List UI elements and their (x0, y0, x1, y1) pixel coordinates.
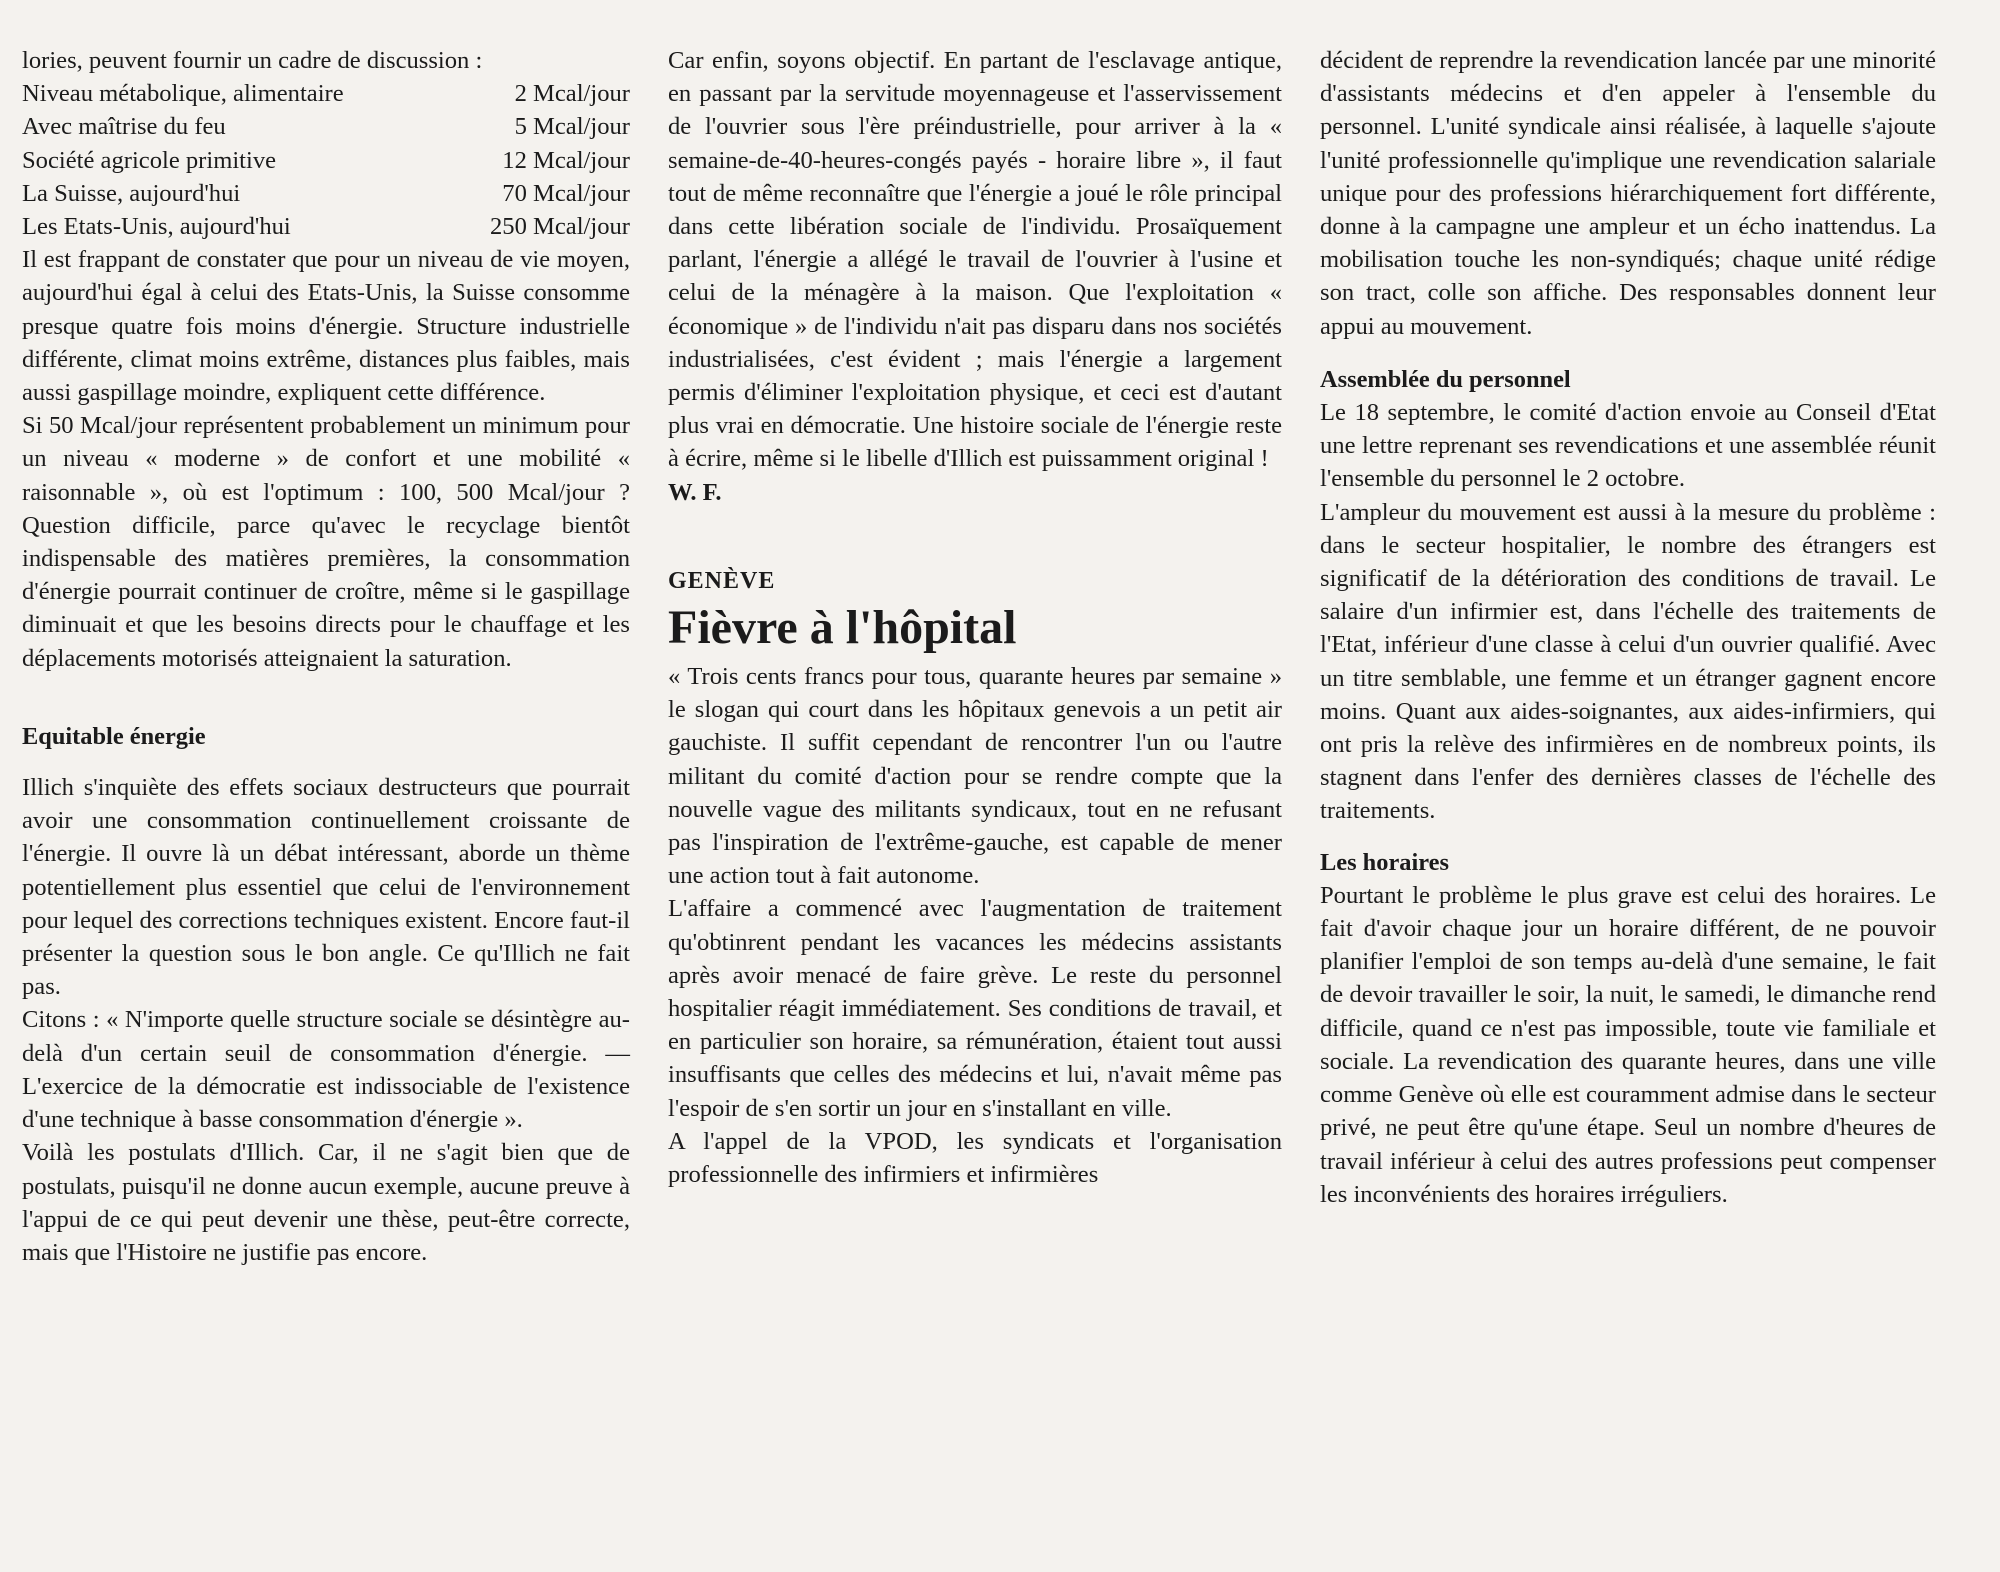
paragraph: « Trois cents francs pour tous, quarante heures par semaine » le slogan qui court dans les hôpitaux genevois a un petit air gauchiste. Il suffit cependant de rencontrer l'un ou l'autre militant du comité d'action pour se rendre compte que la nouvelle vague des militants syndicaux, tout en ne refusant pas l'inspiration de l'extrême-gauche, est capable de mener une action tout à fait autonome. (668, 663, 1282, 890)
subheading: Equitable énergie (22, 722, 206, 750)
intro-line: lories, peuvent fournir un cadre de discussion : (22, 47, 483, 74)
paragraph: Le 18 septembre, le comité d'action envoie au Conseil d'Etat une lettre reprenant ses revendications et une assemblée réunit l'ensemble du personnel le 2 octobre. (1320, 399, 1936, 493)
column-left (22, 44, 630, 1269)
energy-label: Niveau métabolique, alimentaire (22, 80, 344, 108)
energy-row (22, 77, 630, 110)
energy-label: Société agricole primitive (22, 146, 277, 174)
paragraph: Si 50 Mcal/jour représentent probablement un minimum pour un niveau « moderne » de confort et une mobilité « raisonnable », où est l'optimum : 100, 500 Mcal/jour ? Question difficile, parce qu'avec le recyclage bientôt indispensable des matières premières, la consommation d'énergie pourrait continuer de croître, même si le gaspillage diminuait et que les besoins directs pour le chauffage et les déplacements motorisés atteignaient la saturation. (22, 412, 630, 672)
paragraph: Car enfin, soyons objectif. En partant de l'esclavage antique, en passant par la servitude moyennageuse et l'asservissement de l'ouvrier sous l'ère préindustrielle, pour arriver à la « semaine-de-40-heures-congés payés - horaire libre », il faut tout de même reconnaître que l'énergie a joué le rôle principal dans cette libération sociale de l'individu. Prosaïquement parlant, l'énergie a allégé le travail de l'ouvrier à l'usine et celui de la ménagère à la maison. Que l'exploitation « économique » de l'individu n'ait pas disparu dans nos sociétés industrialisées, c'est évident ; mais l'énergie a largement permis d'éliminer l'exploitation physique, et ceci est d'autant plus vrai en démocratie. Une histoire sociale de l'énergie reste à écrire, même si le libelle d'Illich est puissamment original ! (668, 47, 1282, 473)
column-middle (668, 44, 1282, 1191)
energy-value: 2 Mcal/jour (514, 80, 630, 108)
paragraph: L'affaire a commencé avec l'augmentation de traitement qu'obtinrent pendant les vacances les médecins assistants après avoir menacé de faire grève. Le reste du personnel hospitalier réagit immédiatement. Ses conditions de travail, et en particulier son horaire, sa rémunération, étaient tout aussi insuffisants que celles des médecins et lui, n'avait même pas l'espoir de s'en sortir un jour en s'installant en ville. (668, 895, 1282, 1122)
paragraph: A l'appel de la VPOD, les syndicats et l'organisation professionnelle des infirmiers et infirmières (668, 1127, 1282, 1189)
paragraph: Il est frappant de constater que pour un niveau de vie moyen, aujourd'hui égal à celui des Etats-Unis, la Suisse consomme presque quatre fois moins d'énergie. Structure industrielle différente, climat moins extrême, distances plus faibles, mais aussi gaspillage moindre, expliquent cette différence. (22, 246, 630, 407)
paragraph: Voilà les postulats d'Illich. Car, il ne s'agit bien que de postulats, puisqu'il ne donne aucun exemple, aucune preuve à l'appui de ce qui peut devenir une thèse, peut-être correcte, mais que l'Histoire ne justifie pas encore. (22, 1139, 630, 1266)
signature: W. F. (668, 478, 722, 506)
energy-value: 5 Mcal/jour (514, 113, 630, 141)
energy-label: La Suisse, aujourd'hui (22, 179, 241, 207)
energy-table (22, 77, 630, 243)
energy-value: 250 Mcal/jour (489, 213, 630, 241)
energy-row (22, 177, 630, 210)
subheading: Les horaires (1320, 848, 1449, 876)
energy-label: Les Etats-Unis, aujourd'hui (22, 213, 291, 241)
energy-value: 70 Mcal/jour (502, 179, 630, 207)
energy-row (22, 144, 630, 177)
paragraph: L'ampleur du mouvement est aussi à la mesure du problème : dans le secteur hospitalier, le nombre des étrangers est significatif de la détérioration des conditions de travail. Le salaire d'un infirmier est, dans l'échelle des traitements de l'Etat, inférieur d'une classe à celui d'un ouvrier qualifié. Avec un titre semblable, une femme et un étranger gagnent encore moins. Quant aux aides-soignantes, aux aides-infirmiers, qui ont pris la relève des infirmières en de nombreux points, ils stagnent dans l'enfer des dernières classes de l'échelle des traitements. (1320, 498, 1936, 825)
energy-label: Avec maîtrise du feu (22, 113, 226, 141)
section-kicker: GENÈVE (668, 567, 776, 594)
energy-value: 12 Mcal/jour (502, 146, 630, 174)
energy-row (22, 110, 630, 143)
column-right (1320, 44, 1936, 1211)
article-headline: Fièvre à l'hôpital (668, 601, 1017, 655)
paragraph: décident de reprendre la revendication lancée par une minorité d'assistants médecins et d'en appeler à l'ensemble du personnel. L'unité syndicale ainsi réalisée, à laquelle s'ajoute l'unité professionnelle qu'implique une revendication salariale unique pour des professions hiérarchiquement fort différente, donne à la campagne une ampleur et un écho inattendus. La mobilisation touche les non-syndiqués; chaque unité rédige son tract, colle son affiche. Des responsables donnent leur appui au mouvement. (1320, 47, 1936, 340)
paragraph: Pourtant le problème le plus grave est celui des horaires. Le fait d'avoir chaque jour un horaire différent, de ne pouvoir planifier l'emploi de son temps au-delà d'une semaine, le fait de devoir travailler le soir, la nuit, le samedi, le dimanche rend difficile, quand ce n'est pas impossible, toute vie familiale et sociale. La revendication des quarante heures, dans une ville comme Genève où elle est couramment admise dans le secteur privé, ne peut être qu'une étape. Seul un nombre d'heures de travail inférieur à celui des autres professions peut compenser les inconvénients des horaires irréguliers. (1320, 881, 1936, 1208)
paragraph: Citons : « N'importe quelle structure sociale se désintègre au-delà d'un certain seuil de consommation d'énergie. — L'exercice de la démocratie est indissociable de l'existence d'une technique à basse consommation d'énergie ». (22, 1006, 630, 1134)
energy-row (22, 210, 630, 243)
paragraph: Illich s'inquiète des effets sociaux destructeurs que pourrait avoir une consommation continuellement croissante de l'énergie. Il ouvre là un débat intéressant, aborde un thème potentiellement plus essentiel que celui de l'environnement pour lequel des corrections techniques existent. Encore faut-il présenter la question sous le bon angle. Ce qu'Illich ne fait pas. (22, 774, 630, 1001)
subheading: Assemblée du personnel (1320, 365, 1571, 393)
